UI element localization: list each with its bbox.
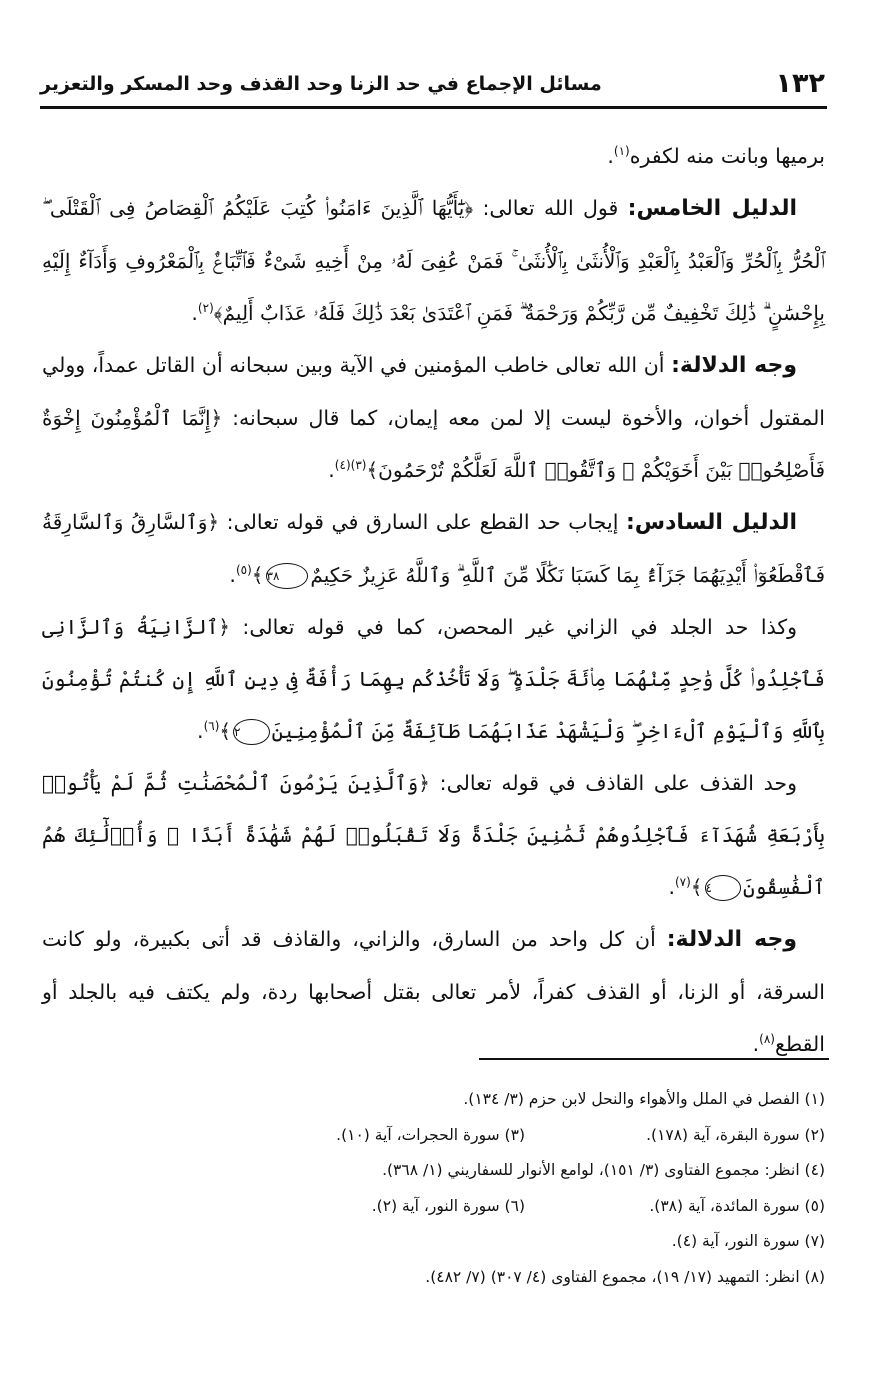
paragraph-evidence-five xyxy=(42,182,825,339)
paragraph-evidence-six xyxy=(42,496,825,601)
footnote-ref: (٧) xyxy=(674,875,691,890)
ayah-number-icon: ٢ xyxy=(233,719,269,745)
paragraph-end: . xyxy=(197,719,204,743)
indication-heading: وجه الدلالة: xyxy=(666,927,797,952)
page-header xyxy=(40,62,825,102)
footnote-row xyxy=(40,1153,825,1189)
body-text xyxy=(42,130,825,1070)
footnote-row xyxy=(40,1118,825,1154)
evidence-heading: الدليل السادس: xyxy=(625,510,797,535)
quran-close: ﴾ xyxy=(251,563,264,587)
footnotes xyxy=(40,1082,825,1295)
paragraph-text: أن الله تعالى خاطب المؤمنين في الآية وبين سبحانه أن القاتل عمداً، وولي المقتول أخوان، والأخوة ليست إلا لمن معه إيمان، كما قال سبحانه: xyxy=(42,353,826,430)
ayah-number-icon: ٣٨ xyxy=(266,563,309,589)
quran-verse: ﴿وَٱلَّذِينَ يَرْمُونَ ٱلْمُحْصَنَٰتِ ثُمَّ لَمْ يَأْتُوا۟ بِأَرْبَعَةِ شُهَدَآءَ فَٱجْلِدُوهُمْ ثَمَٰنِينَ جَلْدَةً وَلَا تَقْبَلُوا۟ لَهُمْ شَهَٰدَةً أَبَدًا ۚ وَأُو۟لَٰٓئِكَ هُمُ ٱلْفَٰسِقُونَ xyxy=(42,771,825,899)
paragraph-end: . xyxy=(191,301,198,325)
footnote-ref: (٢) xyxy=(197,301,214,316)
footnote-6: (٦) سورة النور، آية (٢). xyxy=(371,1196,525,1215)
quran-verse: ﴿وَٱلسَّارِقُ وَٱلسَّارِقَةُ فَٱقْطَعُوٓا۟ أَيْدِيَهُمَا جَزَآءًۢ بِمَا كَسَبَا نَكَٰلًا مِّنَ ٱللَّهِ ۗ وَٱللَّهُ عَزِيزٌ حَكِيمٌ xyxy=(42,510,825,587)
paragraph-flogging xyxy=(42,601,825,757)
paragraph-text: أن كل واحد من السارق، والزاني، والقاذف قد أتى بكبيرة، ولو كانت السرقة، أو الزنا، أو القذف كفراً، لأمر تعالى بقتل أصحابها ردة، ولم يكتف فيه بالجلد أو القطع xyxy=(42,927,825,1056)
footnote-4: (٤) انظر: مجموع الفتاوى (٣/ ١٥١)، لوامع الأنوار للسفاريني (١/ ٣٦٨). xyxy=(382,1161,825,1179)
paragraph-text: وكذا حد الجلد في الزاني غير المحصن، كما في قوله تعالى: xyxy=(230,615,797,639)
paragraph-1 xyxy=(42,130,825,182)
footnote-ref: (٦) xyxy=(203,719,220,734)
paragraph-text: وحد القذف على القاذف في قوله تعالى: xyxy=(429,771,797,795)
footnote-row xyxy=(40,1224,825,1260)
ayah-number-icon: ٤ xyxy=(705,875,741,901)
footnote-5: (٥) سورة المائدة، آية (٣٨). xyxy=(649,1196,825,1215)
evidence-heading: الدليل الخامس: xyxy=(627,196,797,221)
quran-verse: ﴿إِنَّمَا ٱلْمُؤْمِنُونَ إِخْوَةٌ فَأَصْلِحُوا۟ بَيْنَ أَخَوَيْكُمْ ۚ وَٱتَّقُوا۟ ٱللَّهَ لَعَلَّكُمْ تُرْحَمُونَ﴾ xyxy=(42,406,825,482)
paragraph-text: قول الله تعالى: xyxy=(473,196,628,220)
footnote-3: (٣) سورة الحجرات، آية (١٠). xyxy=(336,1125,525,1144)
quran-verse: ﴿ٱلزَّانِيَةُ وَٱلزَّانِى فَٱجْلِدُوا۟ كُلَّ وَٰحِدٍ مِّنْهُمَا مِا۟ئَةَ جَلْدَةٍ ۖ وَلَا تَأْخُذْكُم بِهِمَا رَأْفَةٌ فِى دِينِ ٱللَّهِ إِن كُنتُمْ تُؤْمِنُونَ بِٱللَّهِ وَٱلْيَوْمِ ٱلْءَاخِرِ ۖ وَلْيَشْهَدْ عَذَابَهُمَا طَآئِفَةٌ مِّنَ ٱلْمُؤْمِنِينَ xyxy=(42,615,825,743)
footnote-row xyxy=(40,1082,825,1118)
paragraph-end: . xyxy=(229,563,236,587)
footnote-separator xyxy=(479,1058,829,1060)
paragraph-text: برميها وبانت منه لكفره xyxy=(629,144,825,168)
footnote-8: (٨) انظر: التمهيد (١٧/ ١٩)، مجموع الفتاوى (٤/ ٣٠٧) (٧/ ٤٨٢). xyxy=(425,1267,825,1286)
paragraph-end: . xyxy=(668,875,675,899)
quran-close: ﴾ xyxy=(219,719,232,743)
indication-heading: وجه الدلالة: xyxy=(671,353,797,378)
footnote-ref: (٥) xyxy=(235,563,252,578)
footnote-ref: (٣)(٤) xyxy=(334,458,367,473)
paragraph-end: . xyxy=(607,144,614,168)
paragraph-indication-two xyxy=(42,913,825,1070)
footnote-ref: (١) xyxy=(613,144,630,159)
footnote-row xyxy=(40,1189,825,1225)
header-rule xyxy=(40,106,827,109)
footnote-row xyxy=(40,1260,825,1296)
footnote-7: (٧) سورة النور، آية (٤). xyxy=(671,1232,825,1250)
page-number: ١٣٢ xyxy=(775,68,825,99)
quran-close: ﴾ xyxy=(690,875,703,899)
running-title: مسائل الإجماع في حد الزنا وحد القذف وحد المسكر والتعزير xyxy=(40,73,602,95)
paragraph-text: إيجاب حد القطع على السارق في قوله تعالى: xyxy=(219,510,626,534)
footnote-ref: (٨) xyxy=(759,1032,775,1047)
paragraph-indication-one xyxy=(42,339,825,496)
footnote-1: (١) الفصل في الملل والأهواء والنحل لابن حزم (٣/ ١٣٤). xyxy=(463,1090,825,1108)
quran-verse: ﴿يَٰٓأَيُّهَا ٱلَّذِينَ ءَامَنُوا۟ كُتِبَ عَلَيْكُمُ ٱلْقِصَاصُ فِى ٱلْقَتْلَى ۖ ٱلْحُرُّ بِٱلْحُرِّ وَٱلْعَبْدُ بِٱلْعَبْدِ وَٱلْأُنثَىٰ بِٱلْأُنثَىٰ ۚ فَمَنْ عُفِىَ لَهُۥ مِنْ أَخِيهِ شَىْءٌ فَٱتِّبَاعٌۢ بِٱلْمَعْرُوفِ وَأَدَآءٌ إِلَيْهِ بِإِحْسَٰنٍ ۗ ذَٰلِكَ تَخْفِيفٌ مِّن رَّبِّكُمْ وَرَحْمَةٌ ۗ فَمَنِ ٱعْتَدَىٰ بَعْدَ ذَٰلِكَ فَلَهُۥ عَذَابٌ أَلِيمٌ﴾ xyxy=(42,196,825,325)
paragraph-qadhf xyxy=(42,757,825,913)
paragraph-end: . xyxy=(328,458,335,482)
paragraph-end: . xyxy=(752,1032,760,1056)
footnote-2: (٢) سورة البقرة، آية (١٧٨). xyxy=(646,1125,825,1144)
